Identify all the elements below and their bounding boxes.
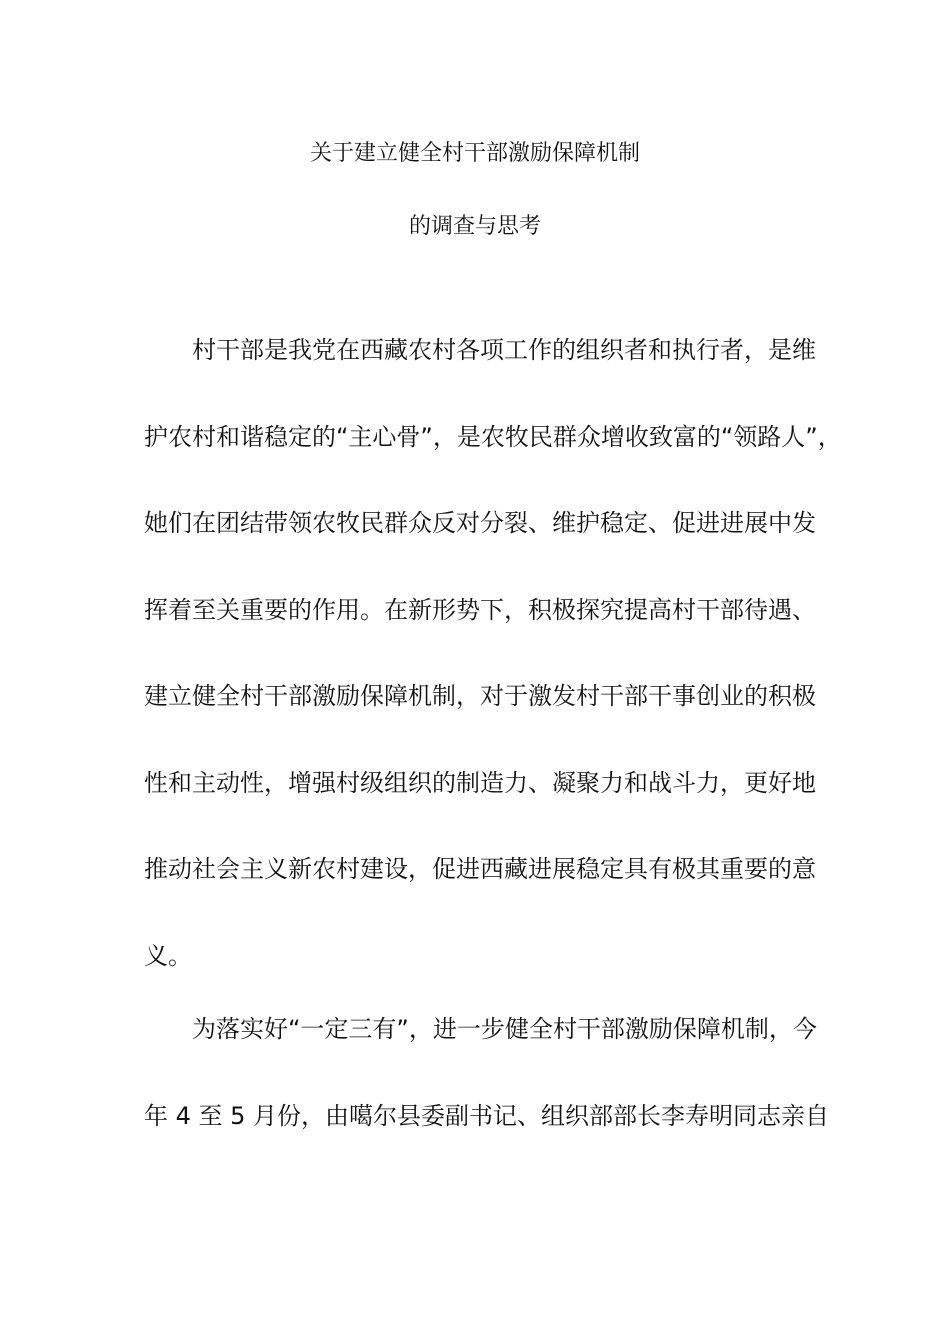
paragraph-1-line-7: 推动社会主义新农村建设，促进西藏进展稳定具有极其重要的意 bbox=[144, 855, 816, 883]
paragraph-1-line-1: 村干部是我党在西藏农村各项工作的组织者和执行者，是维 bbox=[192, 336, 816, 364]
paragraph-1-line-4: 挥着至关重要的作用。在新形势下，积极探究提高村干部待遇、 bbox=[144, 596, 816, 624]
paragraph-1-line-5: 建立健全村干部激励保障机制，对于激发村干部干事创业的积极 bbox=[144, 682, 816, 710]
document-title-line-1: 关于建立健全村干部激励保障机制 bbox=[309, 141, 640, 166]
paragraph-1-line-6: 性和主动性，增强村级组织的制造力、凝聚力和战斗力，更好地 bbox=[144, 769, 816, 797]
paragraph-1-line-8: 义。 bbox=[144, 942, 192, 970]
paragraph-1-line-3: 她们在团结带领农牧民群众反对分裂、维护稳定、促进进展中发 bbox=[144, 509, 816, 537]
paragraph-1-line-2: 护农村和谐稳定的“主心骨”，是农牧民群众增收致富的“领路人”， bbox=[144, 423, 842, 451]
document-title-line-2: 的调查与思考 bbox=[408, 214, 541, 239]
paragraph-2-line-1: 为落实好“一定三有”，进一步健全村干部激励保障机制，今 bbox=[192, 1015, 817, 1043]
paragraph-2-line-2: 年 4 至 5 月份，由噶尔县委副书记、组织部部长李寿明同志亲自 bbox=[144, 1102, 830, 1130]
